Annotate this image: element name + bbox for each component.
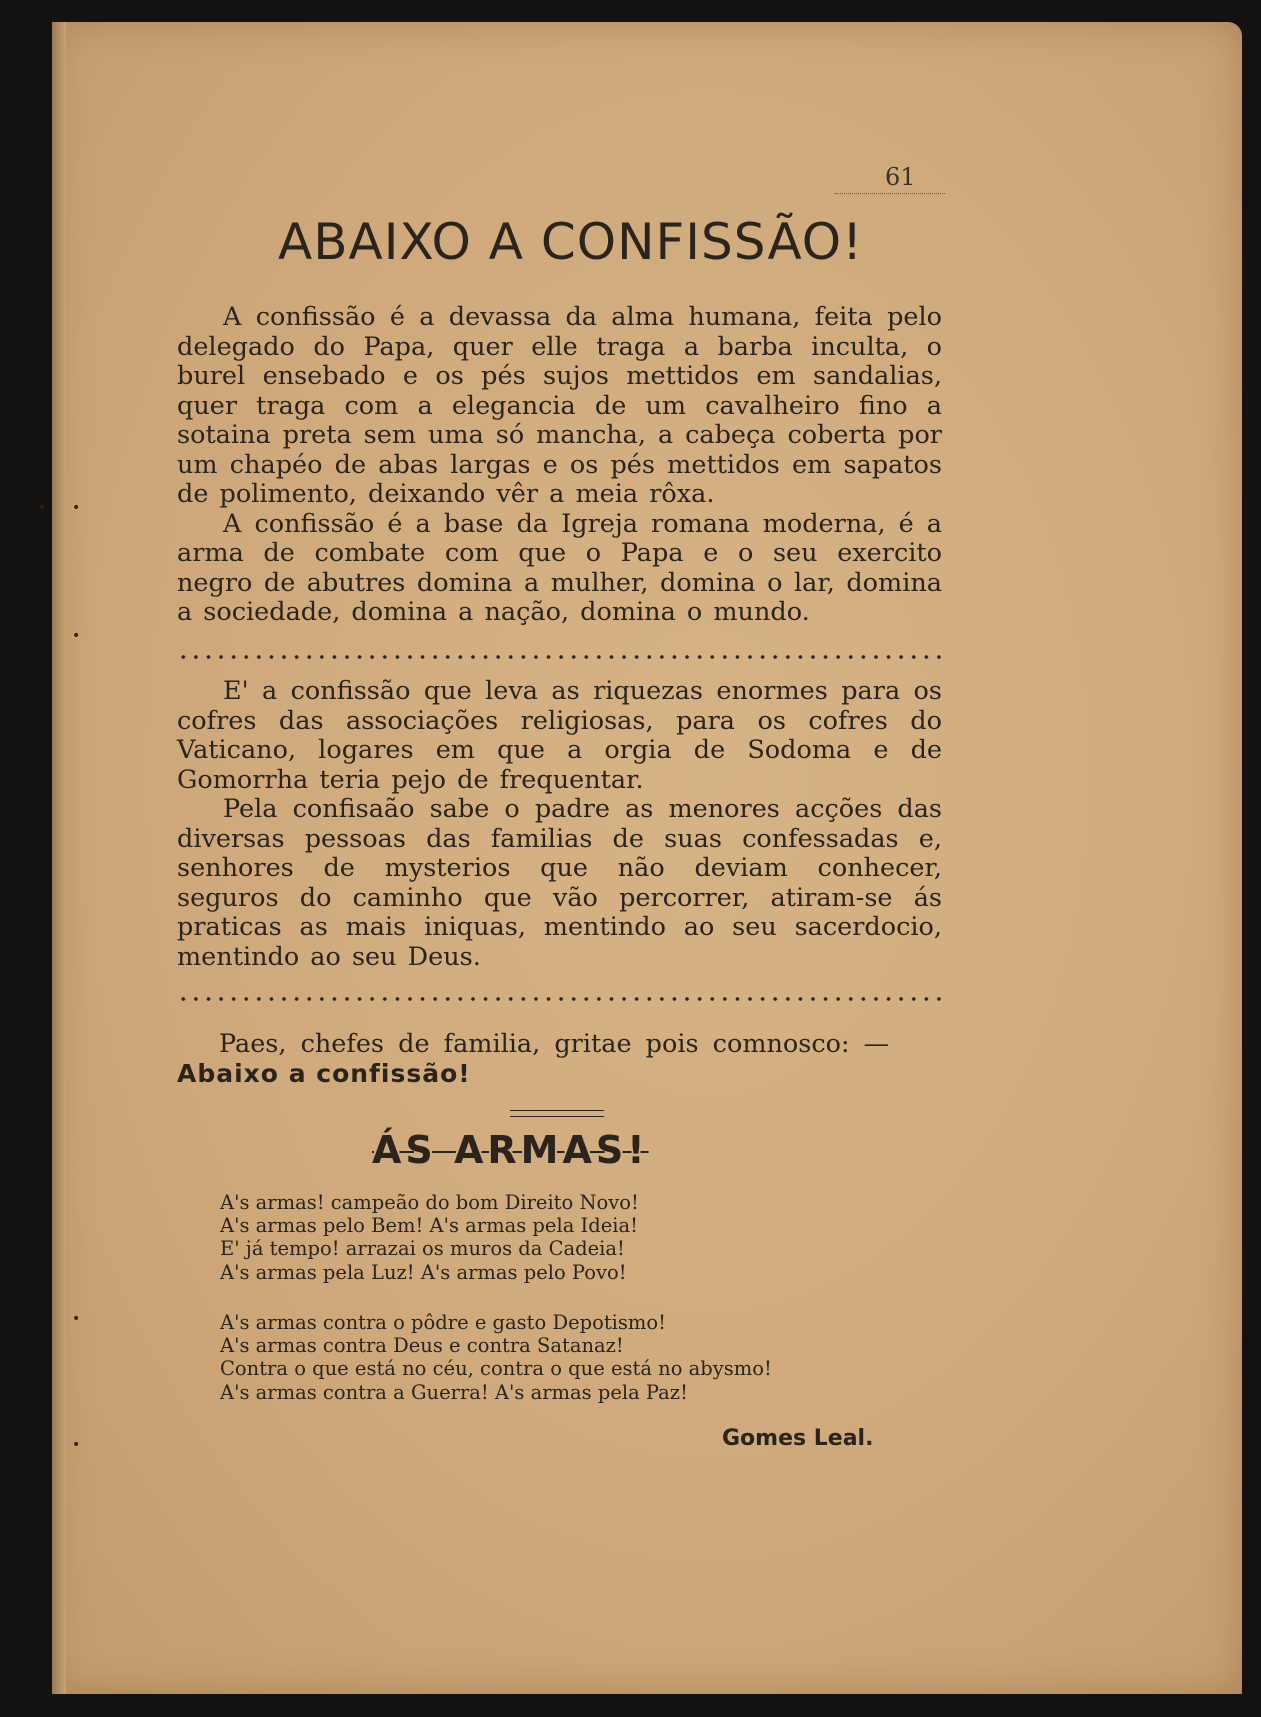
margin-mark: • xyxy=(72,500,81,516)
page-number-rule xyxy=(835,193,945,194)
poem-title: ÁS ARMAS! xyxy=(372,1128,649,1172)
poem-line: A's armas pela Luz! A's armas pelo Povo! xyxy=(220,1260,627,1284)
poem-line: A's armas contra Deus e contra Satanaz! xyxy=(220,1334,624,1358)
poem-line: A's armas pelo Bem! A's armas pela Ideia! xyxy=(220,1214,638,1238)
call-block xyxy=(177,1029,942,1088)
article-paragraph: A confissão é a devassa da alma humana, feita pelo delegado do Papa, quer elle traga a barba inculta, o burel ensebado e os pés sujos mettidos em sandalias, quer traga com a elegancia de um cavalheiro fino a sotaina preta sem uma só mancha, a cabeça coberta por um chapéo de abas largas e os pés mettidos em sapatos de polimento, deixando vêr a meia rôxa. xyxy=(177,302,942,509)
article-block-2 xyxy=(177,677,942,972)
dotted-separator xyxy=(177,996,942,1002)
dotted-separator xyxy=(177,654,942,660)
margin-mark: • xyxy=(72,1311,81,1327)
poem-line: A's armas contra a Guerra! A's armas pela Paz! xyxy=(220,1380,688,1404)
poem-line: A's armas! campeão do bom Direito Novo! xyxy=(220,1191,639,1214)
margin-mark: • xyxy=(72,1437,81,1453)
poem-author: Gomes Leal. xyxy=(722,1426,874,1451)
poem-stanza-1 xyxy=(220,1191,900,1284)
page-number: 61 xyxy=(885,163,916,191)
margin-mark: • xyxy=(38,500,47,516)
call-to-action: Paes, chefes de familia, gritae pois comnosco: — xyxy=(219,1029,890,1059)
page-title: ABAIXO A CONFISSÃO! xyxy=(278,213,864,271)
double-rule-divider xyxy=(510,1110,604,1117)
page-spine-shadow xyxy=(52,22,66,1694)
poem-line: A's armas contra o pôdre e gasto Depotismo! xyxy=(220,1311,666,1334)
margin-mark: • xyxy=(72,628,81,644)
article-paragraph: Pela confisaão sabe o padre as menores acções das diversas pessoas das familias de suas confessadas e, senhores de mysterios que não deviam conhecer, seguros do caminho que vão percorrer, atiram-se ás praticas as mais iniquas, mentindo ao seu sacerdocio, mentindo ao seu Deus. xyxy=(177,794,942,972)
article-paragraph: A confissão é a base da Igreja romana moderna, é a arma de combate com que o Papa e o seu exercito negro de abutres domina a mulher, domina o lar, domina a sociedade, domina a nação, domina o mundo. xyxy=(177,508,942,627)
poem-stanza-2 xyxy=(220,1311,900,1404)
poem-line: E' já tempo! arrazai os muros da Cadeia! xyxy=(220,1237,625,1261)
article-block-1 xyxy=(177,303,942,628)
article-paragraph: E' a confissão que leva as riquezas enormes para os cofres das associações religiosas, para os cofres do Vaticano, logares em que a orgia de Sodoma e de Gomorrha teria pejo de frequentar. xyxy=(177,676,942,795)
call-to-action-strong: Abaixo a confissão! xyxy=(177,1059,471,1088)
poem-line: Contra o que está no céu, contra o que está no abysmo! xyxy=(220,1357,772,1381)
